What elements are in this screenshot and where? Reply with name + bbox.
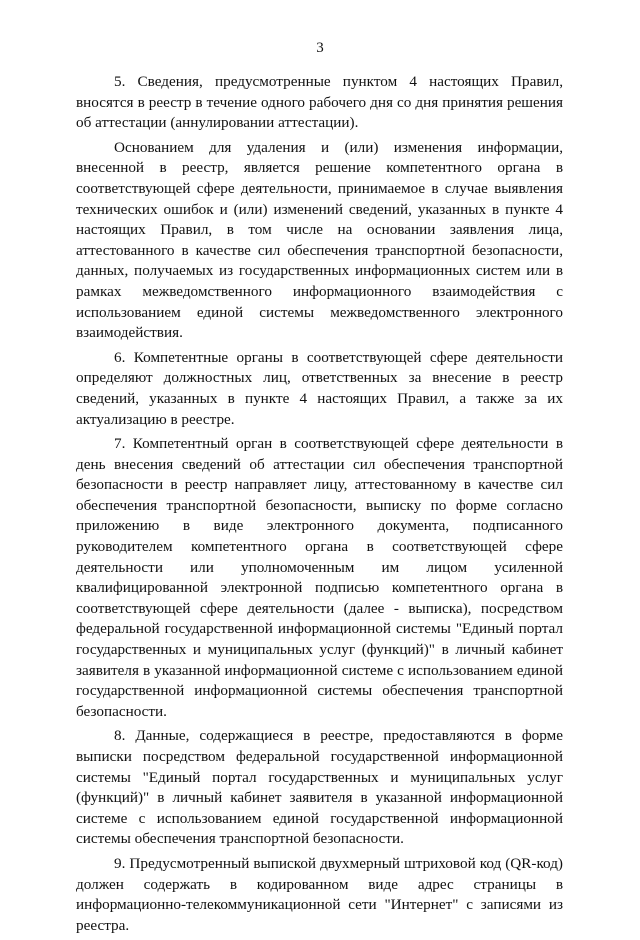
paragraph-7: 7. Компетентный орган в соответствующей сфере деятельности в день внесения сведений об аттестации сил обеспечения транспортной безопасности в реестр направляет лицу, аттестованному в качестве сил обеспечения транспортной безопасности, выписку по форме согласно приложению в виде электронного документа, подписанного руководителем компетентного органа в соответствующей сфере деятельности или уполномоченным им лицом усиленной квалифицированной электронной подписью компетентного органа в соответствующей сфере деятельности (далее - выписка), посредством федеральной государственной информационной системы "Единый портал государственных и муниципальных услуг (функций)" в личный кабинет заявителя в указанной информационной системе с использованием единой государственной информационной системы обеспечения транспортной безопасности. xyxy=(76,435,563,720)
paragraph-5-continued: Основанием для удаления и (или) изменения информации, внесенной в реестр, является решение компетентного органа в соответствующей сфере деятельности, принимаемое в случае выявления технических ошибок и (или) изменений сведений, указанных в пункте 4 настоящих Правил, в том числе на основании заявления лица, аттестованного в качестве сил обеспечения транспортной безопасности, данных, получаемых из государственных информационных систем или в рамках межведомственного информационного взаимодействия с использованием единой системы межведомственного электронного взаимодействия. xyxy=(76,138,563,342)
document-body xyxy=(76,72,563,940)
page-number: 3 xyxy=(316,40,324,56)
paragraph-6: 6. Компетентные органы в соответствующей сфере деятельности определяют должностных лиц, ответственных за внесение в реестр сведений, указанных в пункте 4 настоящих Правил, а также за их актуализацию в реестре. xyxy=(76,348,563,428)
paragraph-5: 5. Сведения, предусмотренные пунктом 4 настоящих Правил, вносятся в реестр в течение одного рабочего дня со дня принятия решения об аттестации (аннулировании аттестации). xyxy=(76,73,563,132)
paragraph-8: 8. Данные, содержащиеся в реестре, предоставляются в форме выписки посредством федеральной государственной информационной системы "Единый портал государственных и муниципальных услуг (функций)" в личный кабинет заявителя в указанной информационной системе с использованием единой государственной информационной системы обеспечения транспортной безопасности. xyxy=(76,727,563,848)
paragraph-9: 9. Предусмотренный выпиской двухмерный штриховой код (QR-код) должен содержать в кодированном виде адрес страницы в информационно-телекоммуникационной сети "Интернет" с записями из реестра. xyxy=(76,854,563,934)
